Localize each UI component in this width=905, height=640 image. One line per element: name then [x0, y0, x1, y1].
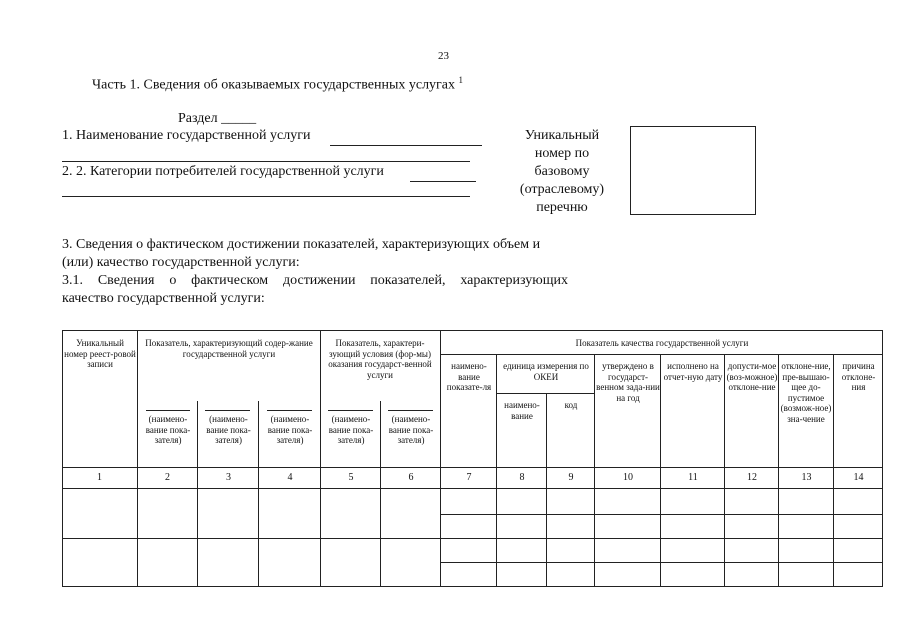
header-deviation-reason: причина отклоне-ния: [841, 361, 876, 392]
unique-number-box: [630, 126, 756, 215]
column-number-13: 13: [801, 472, 812, 483]
item3-line1: 3. Сведения о фактическом достижении показателей, характеризующих объем и: [62, 237, 541, 252]
header-unit-code: код: [564, 400, 578, 410]
header-unique-record: Уникальный номер реест-ровой записи: [64, 338, 136, 369]
header-excess-deviation: отклоне-ние, пре-вышаю-щее до-пустимое (возмож-ное) зна-чение: [780, 361, 832, 424]
column-number-4: 4: [287, 472, 293, 483]
header-approved: утверждено в государст-венном зада-нии на год: [596, 361, 660, 403]
header-allowed-deviation: допусти-мое (воз-можное) отклоне-ние: [726, 361, 778, 392]
column-number-9: 9: [568, 472, 574, 483]
column-number-7: 7: [466, 472, 472, 483]
header-content-indicator: Показатель, характеризующий содер-жание государственной услуги: [145, 338, 313, 359]
column-number-1: 1: [97, 472, 102, 483]
header-okei-unit: единица измерения по ОКЕИ: [503, 361, 589, 382]
footnote-mark: 1: [458, 75, 464, 85]
consumer-category-label: 2. 2. Категории потребителей государственной услуги: [62, 164, 384, 179]
column-number-6: 6: [408, 472, 414, 483]
subheader-condition-1: (наимено-вание пока-зателя): [328, 414, 374, 445]
header-conditions-indicator: Показатель, характери-зующий условия (фор-мы) оказания государст-венной услуги: [328, 338, 432, 380]
column-number-2: 2: [165, 472, 170, 483]
part-title-text: Часть 1. Сведения об оказываемых государственных услугах: [92, 77, 456, 93]
column-number-3: 3: [226, 472, 231, 483]
service-name-line-2: [62, 161, 470, 162]
quality-table: [62, 330, 883, 587]
section-label: Раздел _____: [178, 111, 257, 126]
unique-number-label: Уникальный номер по базовому (отраслевому) перечню: [519, 128, 605, 215]
consumer-category-line: [410, 181, 476, 182]
header-quality-indicator: Показатель качества государственной услуги: [575, 338, 749, 348]
subheader-content-1: (наимено-вание пока-зателя): [145, 414, 191, 445]
header-indicator-name: наимено-вание показате-ля: [446, 361, 492, 392]
part-title: [92, 75, 463, 94]
column-number-11: 11: [688, 472, 698, 483]
item31-line2: качество государственной услуги:: [62, 291, 265, 306]
column-number-10: 10: [623, 472, 633, 483]
column-number-12: 12: [747, 472, 757, 483]
column-number-5: 5: [348, 472, 354, 483]
item3-line2: (или) качество государственной услуги:: [62, 255, 300, 270]
header-executed: исполнено на отчет-ную дату: [663, 361, 723, 382]
subheader-condition-2: (наимено-вание пока-зателя): [388, 414, 434, 445]
consumer-category-line-2: [62, 196, 470, 197]
subheader-content-3: (наимено-вание пока-зателя): [267, 414, 313, 445]
header-unit-name: наимено-вание: [504, 400, 540, 421]
item31-line1: 3.1. Сведения о фактическом достижении показателей, характеризующих: [62, 273, 568, 288]
service-name-line: [330, 145, 482, 146]
page-number: 23: [438, 50, 449, 62]
column-number-8: 8: [519, 472, 525, 483]
column-number-14: 14: [853, 472, 864, 483]
service-name-label: 1. Наименование государственной услуги: [62, 128, 311, 143]
subheader-content-2: (наимено-вание пока-зателя): [206, 414, 251, 445]
